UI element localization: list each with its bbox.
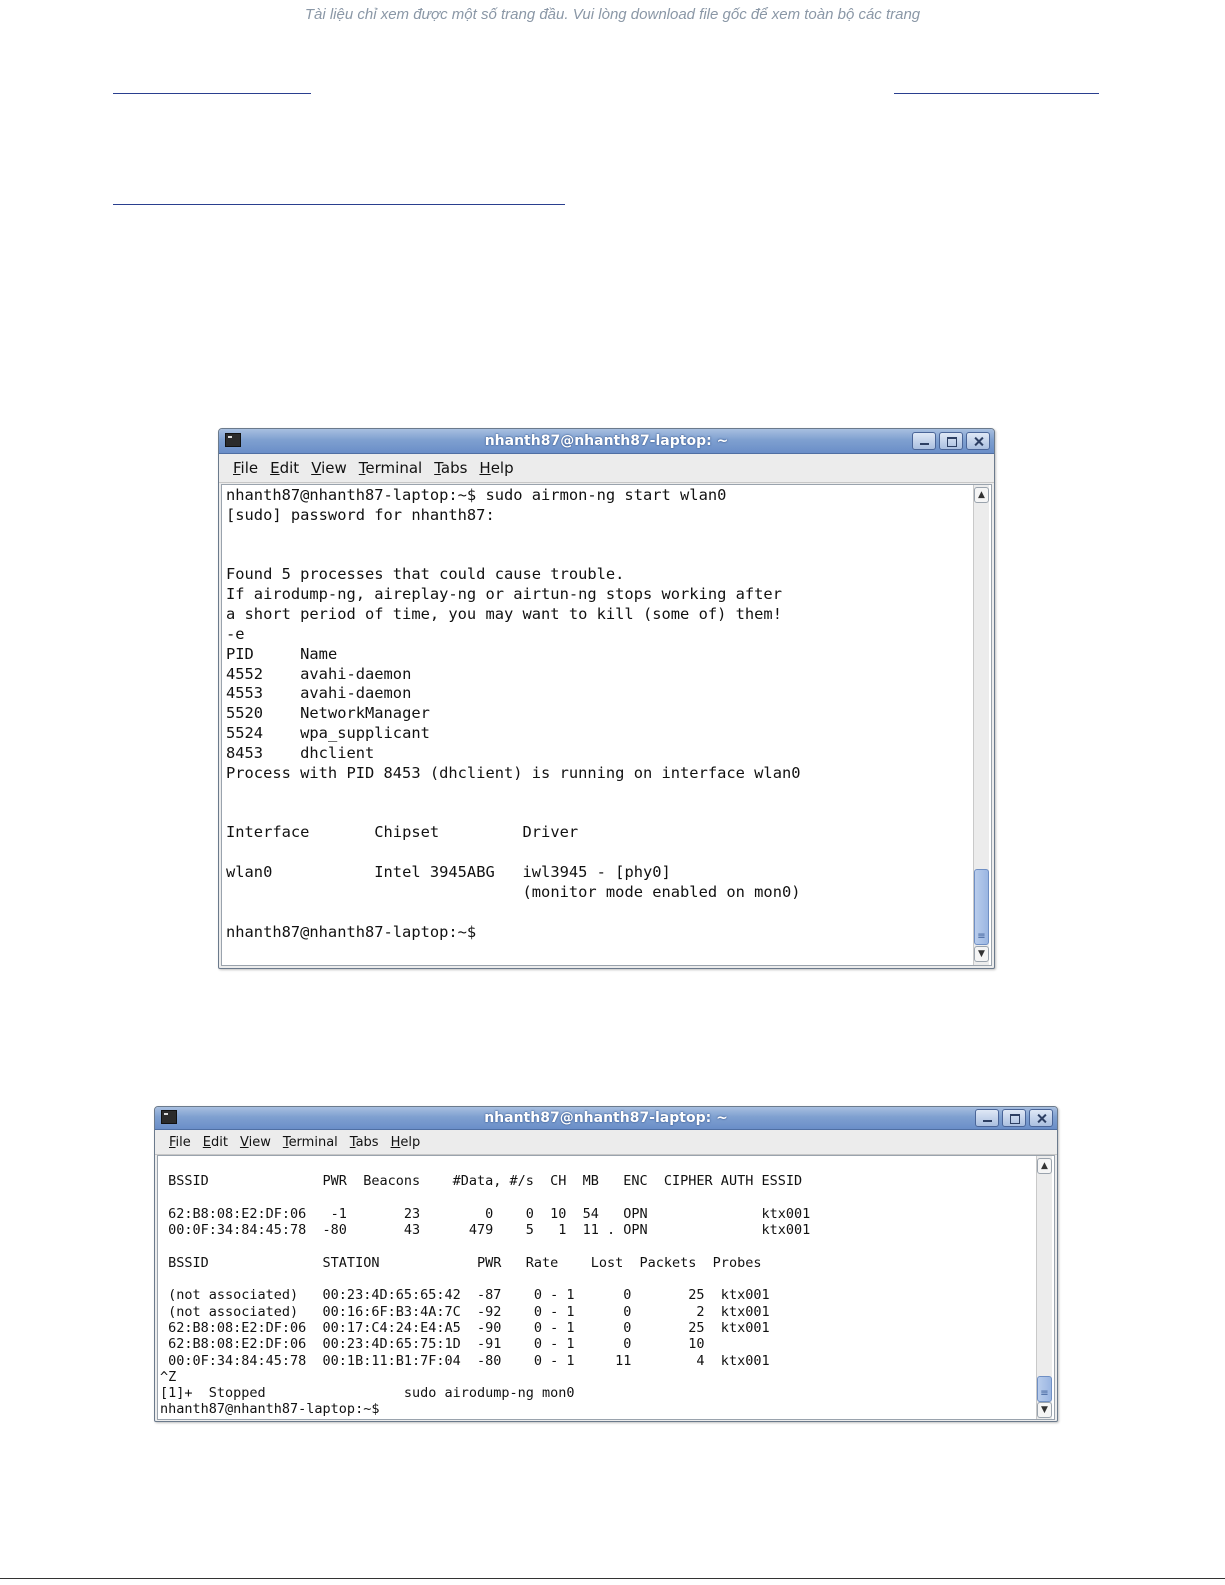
menu-tabs[interactable]: Tabs	[434, 459, 468, 477]
footer-rule	[0, 1578, 1225, 1579]
menu-view[interactable]: View	[311, 459, 347, 477]
scroll-thumb[interactable]	[1037, 1376, 1052, 1402]
menu-bar	[219, 454, 994, 483]
scroll-up-icon[interactable]: ▲	[974, 487, 989, 503]
menu-file[interactable]: File	[233, 459, 259, 477]
header-rule-left	[113, 93, 311, 94]
maximize-icon[interactable]	[1002, 1109, 1026, 1127]
menu-help[interactable]: Help	[479, 459, 514, 477]
scroll-up-icon[interactable]: ▲	[1037, 1158, 1052, 1174]
menu-edit[interactable]: Edit	[202, 1134, 228, 1150]
menu-view[interactable]: View	[239, 1134, 271, 1150]
close-icon[interactable]	[966, 432, 990, 450]
window-title: nhanth87@nhanth87-laptop: ~	[484, 433, 729, 449]
minimize-icon[interactable]	[975, 1109, 999, 1127]
scrollbar[interactable]	[973, 485, 989, 965]
title-bar	[219, 429, 994, 454]
menu-terminal[interactable]: Terminal	[358, 459, 423, 477]
menu-file[interactable]: File	[169, 1134, 191, 1150]
maximize-icon[interactable]	[939, 432, 963, 450]
menu-tabs[interactable]: Tabs	[349, 1134, 379, 1150]
terminal-window-airmon	[218, 428, 995, 969]
title-bar	[155, 1107, 1057, 1130]
window-title: nhanth87@nhanth87-laptop: ~	[484, 1110, 728, 1126]
menu-bar	[155, 1130, 1057, 1155]
scrollbar[interactable]	[1036, 1156, 1052, 1419]
terminal-text: nhanth87@nhanth87-laptop:~$ sudo airmon-ng start wlan0 [sudo] password for nhanth87: Found 5 processes that could cause trouble. If airodump-ng, aireplay-ng or airtun-ng stops working after a short period of time, you may want to kill (some of) them! -e PID Name 4552 avahi-daemon 4553 avahi-daemon 5520 NetworkManager 5524 wpa_supplicant 8453 dhclient Process with PID 8453 (dhclient) is running on interface wlan0 Interface Chipset Driver wlan0 Intel 3945ABG iwl3945 - [phy0] (monitor mode enabled on mon0) nhanth87@nhanth87-laptop:~$	[226, 486, 801, 941]
terminal-output[interactable]	[157, 1155, 1055, 1420]
menu-edit[interactable]: Edit	[270, 459, 300, 477]
header-rule-right	[894, 93, 1099, 94]
menu-terminal[interactable]: Terminal	[282, 1134, 338, 1150]
terminal-text: BSSID PWR Beacons #Data, #/s CH MB ENC CIPHER AUTH ESSID 62:B8:08:E2:DF:06 -1 23 0 0 10 54 OPN ktx001 00:0F:34:84:45:78 -80 43 479 5 1 11 . OPN ktx001 BSSID STATION PWR Rate Lost Packets Probes (not associated) 00:23:4D:65:65:42 -87 0 - 1 0 25 ktx001 (not associated) 00:16:6F:B3:4A:7C -92 0 - 1 0 2 ktx001 62:B8:08:E2:DF:06 00:17:C4:24:E4:A5 -90 0 - 1 0 25 ktx001 62:B8:08:E2:DF:06 00:23:4D:65:75:1D -91 0 - 1 0 10 00:0F:34:84:45:78 00:1B:11:B1:7F:04 -80 0 - 1 11 4 ktx001 ^Z [1]+ Stopped sudo airodump-ng mon0 nhanth87@nhanth87-laptop:~$	[160, 1173, 811, 1418]
close-icon[interactable]	[1029, 1109, 1053, 1127]
minimize-icon[interactable]	[912, 432, 936, 450]
scroll-down-icon[interactable]: ▼	[1037, 1402, 1052, 1418]
section-rule	[113, 204, 565, 205]
menu-help[interactable]: Help	[390, 1134, 421, 1150]
scroll-down-icon[interactable]: ▼	[974, 946, 989, 962]
terminal-window-airodump	[154, 1106, 1058, 1422]
scroll-thumb[interactable]	[974, 869, 989, 945]
terminal-output[interactable]	[221, 484, 992, 966]
watermark-notice: Tài liệu chỉ xem được một số trang đầu. Vui lòng download file gốc để xem toàn bộ các trang	[304, 6, 921, 23]
